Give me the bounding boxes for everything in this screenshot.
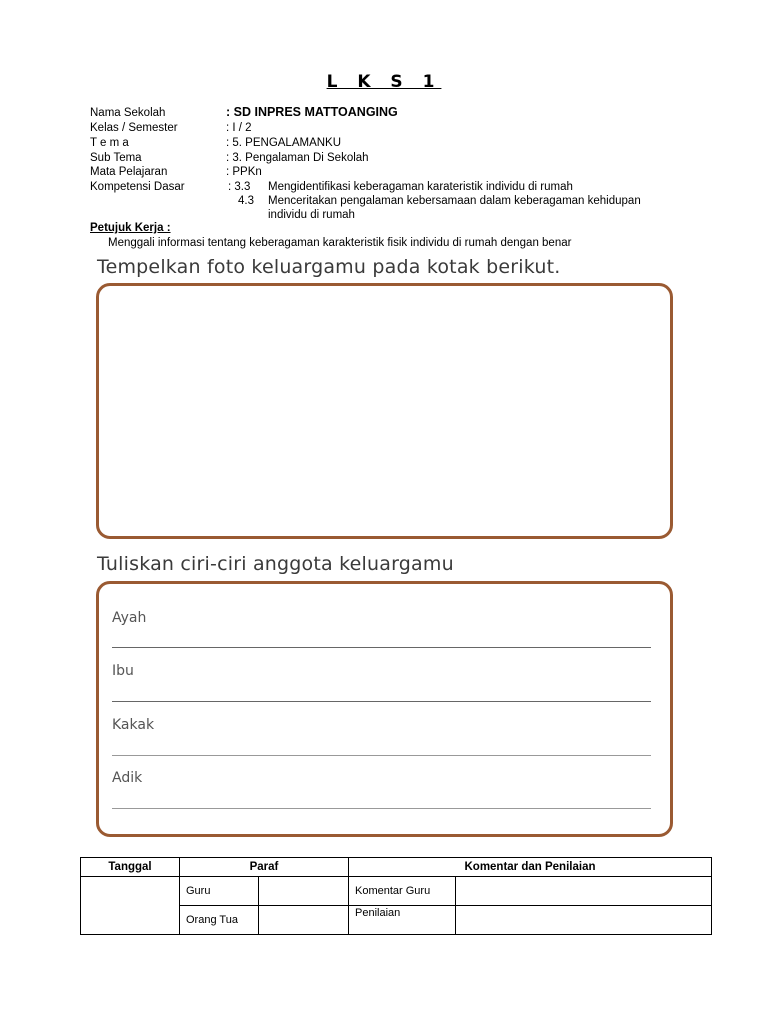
worksheet-title: L K S 1 — [326, 72, 442, 92]
photo-box[interactable] — [96, 283, 673, 539]
grade-cell[interactable] — [456, 906, 712, 935]
signature-teacher-label: Guru — [180, 877, 259, 906]
writing-line-kakak[interactable] — [112, 755, 651, 756]
competency-kd2-number: 4.3 — [238, 195, 254, 207]
member-label-kakak: Kakak — [112, 717, 155, 733]
class-semester-value: : I / 2 — [226, 122, 252, 134]
class-semester-label: Kelas / Semester — [90, 122, 178, 134]
signature-parent-label: Orang Tua — [180, 906, 259, 935]
writing-line-ibu[interactable] — [112, 701, 651, 702]
competency-label: Kompetensi Dasar — [90, 181, 185, 193]
date-cell[interactable] — [81, 877, 180, 935]
member-label-adik: Adik — [112, 770, 143, 786]
subject-value: : PPKn — [226, 166, 262, 178]
writing-line-adik[interactable] — [112, 808, 651, 809]
instructions-label: Petujuk Kerja : — [90, 222, 171, 234]
teacher-comment-cell[interactable] — [456, 877, 712, 906]
subtheme-value: : 3. Pengalaman Di Sekolah — [226, 152, 369, 164]
header-date: Tanggal — [81, 858, 180, 877]
school-label: Nama Sekolah — [90, 107, 166, 119]
writing-line-ayah[interactable] — [112, 647, 651, 648]
competency-kd2-text: Menceritakan pengalaman kebersamaan dalam keberagaman kehidupan — [268, 195, 641, 207]
theme-value: : 5. PENGALAMANKU — [226, 137, 342, 149]
header-comment-grade: Komentar dan Penilaian — [349, 858, 712, 877]
member-label-ibu: Ibu — [112, 663, 134, 679]
competency-kd1-text: Mengidentifikasi keberagaman karateristik individu di rumah — [268, 181, 573, 193]
subtheme-label: Sub Tema — [90, 152, 142, 164]
signature-teacher-cell[interactable] — [259, 877, 349, 906]
member-label-ayah: Ayah — [112, 610, 147, 626]
evaluation-table — [80, 857, 712, 935]
header-signature: Paraf — [180, 858, 349, 877]
school-value: : SD INPRES MATTOANGING — [226, 105, 398, 119]
instructions-text: Menggali informasi tentang keberagaman karakteristik fisik individu di rumah dengan benar — [108, 237, 572, 249]
signature-parent-cell[interactable] — [259, 906, 349, 935]
competency-kd2-text-cont: individu di rumah — [268, 209, 355, 221]
traits-box — [96, 581, 673, 837]
photo-heading: Tempelkan foto keluargamu pada kotak berikut. — [97, 256, 561, 278]
theme-label: T e m a — [90, 137, 129, 149]
competency-kd1-number: : 3.3 — [228, 181, 251, 193]
grade-label: Penilaian — [349, 906, 456, 935]
traits-heading: Tuliskan ciri-ciri anggota keluargamu — [97, 553, 454, 575]
teacher-comment-label: Komentar Guru — [349, 877, 456, 906]
subject-label: Mata Pelajaran — [90, 166, 168, 178]
